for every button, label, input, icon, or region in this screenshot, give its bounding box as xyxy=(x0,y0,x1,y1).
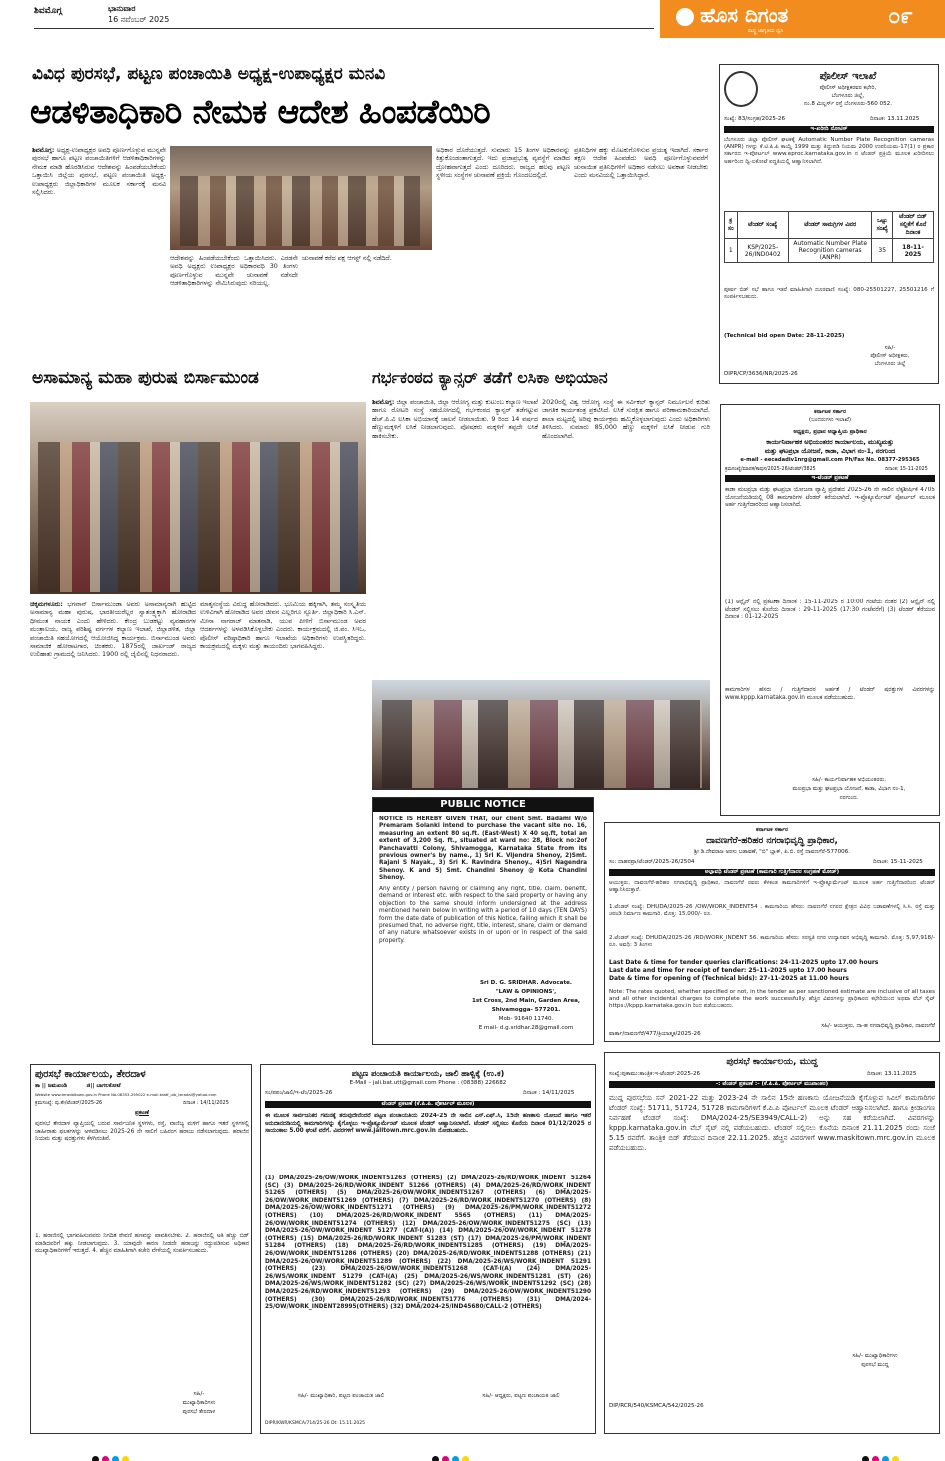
police-dipr: DIPR/CP/3636/NR/2025-26 xyxy=(724,371,798,377)
registration-marks-center xyxy=(432,1448,472,1461)
lead-headline: ಆಡಳಿತಾಧಿಕಾರಿ ನೇಮಕ ಆದೇಶ ಹಿಂಪಡೆಯಿರಿ xyxy=(30,92,491,131)
mudhol-sign2: ಪುರಸಭೆ ಮುದ್ದ xyxy=(861,1362,889,1368)
dot-icon xyxy=(892,1456,899,1461)
police-emblem-icon xyxy=(724,71,758,107)
jali-title: ಪಟ್ಟಣ ಪಂಚಾಯತಿ ಕಾರ್ಯಾಲಯ, ಜಾಲಿ ಹಾಳ್ವಿಕ್ಕೆ (ಉ.ಕ) xyxy=(351,1069,505,1078)
mudhol-sign1: ಸಹಿ/- ಮುಖ್ಯಾಧಿಕಾರಿಗಳು xyxy=(852,1353,898,1359)
davanagere-dates: Last Date & time for tender queries clarifications: 24-11-2025 upto 17.00 hours Last date and time for receipt of tender: 25-11-2025 upto 17.00 hours Date & time for opening of (Technical bids): 27-11-2025 at 11.00 hours xyxy=(609,959,879,982)
police-th-1: ಟೆಂಡರ್ ಸಂಖ್ಯೆ xyxy=(737,212,788,239)
police-body2: ಪೂರ್ವ ಬಿಡ್ ಸಭೆ ಹಾಗೂ ಇತರೆ ಮಾಹಿತಿಗಾಗಿ ದೂರವಾಣಿ ಸಂಖ್ಯೆ: 080-25501227, 25501216 ಗೆ ಸಂಪರ್ಕಿಸಬಹುದು. xyxy=(724,287,934,301)
kada-email: e-mail - eecadadiv1nrg@gmail.com Ph/Fax No. 08377-295365 xyxy=(740,457,920,463)
teradal-title: ಪುರಸಭೆ ಕಾರ್ಯಾಲಯ, ತೇರದಾಳ xyxy=(35,1069,146,1080)
mudhol-ref: ಸಂಖ್ಯೆ:ಪುಕಾಮು:ತಾಂತ್ರಿಕ:ಇ-ಟೆಂಡರ್:2025-26 xyxy=(609,1071,701,1077)
jali-list: (1) DMA/2025-26/OW/WORK_INDENT51263 (OTHERS) (2) DMA/2025-26/RD/WORK_INDENT 51264 (SC) (3) DMA/2025-26/RD/WORK_INDENT 51266 (OTHERS) (4) DMA/2025-26/RD/WORK_INDENT 51265 (OTHERS) (5) DMA/2025-26/OW/WORK_INDENT51267 (OTHERS) (6) DMA/2025-26/OW/WORK_INDENT51269 (OTHERS) (7) DMA/2025-26/RD/WORK_INDENT51270 (OTHERS) (8) DMA/2025-26/OW/WORK_INDENT51271 (OTHERS) (9) DMA/2025-26/PM/WORK_INDENT51272 (OTHERS) (10) DMA/2025-26/RD/WORK_INDENT 5565 (OTHERS) (11) DMA/2025-26/OW/WORK_INDENT51274 (OTHERS) (12) DMA/2025-26/OW/WORK_INDENT51275 (SC) (13) DMA/2025-26/OW/WORK_INDENT 51277 (CAT-I(A)) (14) DMA/2025-26/OW/WORK_INDENT 51278 (OTHERS) (15) DMA/2025-26/RD/WORK_INDENT 51283 (ST) (17) DMA/2025-26/PM/WORK_INDENT 51284 (OTHERS) (18) DMA/2025-26/RD/WORK_INDENT51285 (OTHERS) (19) DMA/2025-26/OW/WORK_INDENT51286 (OTHERS) (20) DMA/2025-26/RD/WORK_INDENT51288 (OTHERS) (21) DMA/2025-26/OW/WORK_INDENT51289 (OTHERS) (22) DMA/2025-26/WS/WORK_INDENT 51291 (OTHERS) (23) DMA/2025-26/OW/WORK_INDENT51268 (CAT-I(A) (24) DMA/2025-26/WS/WORK_INDENT 51279 (CAT-I(A) (25) DMA/2025-26/WS/WORK_INDENT51281 (ST) (26) DMA/2025-26/WS/WORK_INDENT51282 (SC) (27) DMA/2025-26/WS/WORK_INDENT51292 (SC) (28) DMA/2025-26/RD/WORK_INDENT51293 (OTHERS) (29) DMA/2025-26/OW/WORK_INDENT51290 (OTHERS) (30) DMA/2025-26/RD/WORK_INDENT51776 (OTHERS) (31) DMA/2024-25/OW/WORK_INDENT28995(OTHERS) (32) DMA/2024-25/IND45680/CALL-2 (OTHERS) xyxy=(265,1175,591,1311)
birsa-photo-people xyxy=(38,442,358,592)
registration-marks-left xyxy=(92,1448,132,1461)
public-notice-sign5: Mob- 91640 11740. xyxy=(498,1016,554,1022)
cancer-column-2 xyxy=(542,398,710,672)
public-notice-sign2: "LAW & OPINIONS', xyxy=(495,989,557,995)
davanagere-note: Note: The rates quoted, whether specified or not, in the tender as per sanctioned estimate are inclusive of all taxes and all other incidental charges to complete the work successfully. ಹೆಚ್ಚಿನ ವಿವರಗಳನ್ನು ಪ್ರಾಧಿಕಾರದ ಕಛೇರಿಯಿಂದ ಅಥವಾ ವೆಬ್ ಸೈಟ್ https://kppp.karnataka.gov.in ರಿಂದ ಪಡೆಯಬಹುದು. xyxy=(609,989,935,1010)
police-sign2: ಪೊಲೀಸ್ ಅಧೀಕ್ಷಕರು, xyxy=(870,353,910,359)
police-table xyxy=(724,211,934,263)
police-th-2: ಟೆಂಡರ್ ಸಾಮಗ್ರಿಗಳ ವಿವರ xyxy=(788,212,872,239)
public-notice-sign3: 1st Cross, 2nd Main, Garden Area, xyxy=(471,998,581,1004)
header-rule xyxy=(34,28,654,29)
police-td-2: Automatic Number Plate Recognition cameras (ANPR) xyxy=(788,239,872,263)
police-notice-title: ಇ-ಖರೀದಿ ನೋಟಿಸ್ xyxy=(724,126,934,133)
public-notice-body2: Any entity / person having or claiming any right, title, claim, benefit, demand or interest etc. with respect to the said property or having any objection to the same should inform undersigned at the address mentioned herein below in writing with a period of 10 days (TEN DAYS) form the date date of publication of this Notice, failing which it shall be presumed that, no adverse right, title, interest, share, claim or demand of any nature whatsoever exists in or upon or in respect of the said property. xyxy=(379,886,587,944)
cancer-dateline: ಶಿವಮೊಗ್ಗ: xyxy=(372,398,395,406)
public-notice xyxy=(372,797,594,1045)
teradal-date: ದಿನಾಂಕ : 14/11/2025 xyxy=(183,1100,229,1106)
teradal-bar: ಪ್ರಕಟಣೆ xyxy=(134,1110,150,1116)
table-row xyxy=(725,239,934,263)
kada-sign2: ಮಲಪ್ರಭಾ ಮತ್ತು ಘಟಪ್ರಭಾ ಯೋಜನೆ, ಕಾಡಾ, ವಿಭಾಗ ನಂ-1, xyxy=(792,786,906,792)
lead-photo xyxy=(170,146,432,250)
kada-sign3: ನರಗುಂದ. xyxy=(839,795,859,801)
police-td-3: 35 xyxy=(872,239,893,263)
lead-photo-caption xyxy=(302,254,432,348)
dot-icon xyxy=(102,1456,109,1461)
page-header xyxy=(0,0,945,44)
birsa-photo xyxy=(30,402,366,594)
mudhol-bar: -: ಟೆಂಡರ್ ಪ್ರಕಟಣೆ :- (ಕೆ.ಪಿ.ಪಿ. ಪೋರ್ಟಲ್ ಮುಖಾಂತರ) xyxy=(609,1081,935,1088)
birsa-body-1: ಭಗವಾನ್ ಬಿರ್ಸಾಮುಂಡಾ ಅವರು ಅಸಾಮಾನ್ಯರಾಗಿ ಹುಟ್ಟಿದ ಅಸಾಮಾನ್ಯ ಮಹಾ ಪುರುಷ, ಭಾರತೀಯರೆಲ್ಲರ ಸ್ವಾತಂತ್ರ್ಯಕ್ಕಾಗಿ ಹೋರಾಡಿದ ಧೀಮಂತ ನಾಯಕ ಎಂದು ಹೇಳಿದರು. ಕೇಂದ್ರ ಬುಡಕಟ್ಟು ವ್ಯವಹಾರಗಳ ಮಂತ್ರಾಲಯ, ರಾಜ್ಯ ಪರಿಶಿಷ್ಟ ವರ್ಗಗಳ ಕಲ್ಯಾಣ ಇಲಾಖೆ, ಜಿಲ್ಲಾಡಳಿತ, ಜಿಲ್ಲಾ ಪಂಚಾಯಿತಿ ಸಹಯೋಗದಲ್ಲಿ ಆಯೋಜಿಸಿದ್ದ ಕಾರ್ಯಕ್ರಮ. ಬಿರ್ಸಾಮುಂಡ ಅವರು ಸಾಮಾಜಿಕ ಹೋರಾಟಗಾರ, ಚಿಂತಕರು. 1875ರಲ್ಲಿ ಜಾರ್ಖಂಡ್ ರಾಜ್ಯದ ಉಲಿಹಾತು ಗ್ರಾಮದಲ್ಲಿ ಜನಿಸಿದರು. 1900 ರಲ್ಲಿ ಜೈಲಿನಲ್ಲಿ ನಿಧನರಾದರು. xyxy=(30,600,196,659)
davanagere-ref: ಸಂ: ದಾಹನಪ್ರಾ/ಟೆಂಡರ್/2025-26/2504 xyxy=(609,859,695,865)
jali-dipr: DIPR/KWR/KSMCA/714/25-26 Dt: 15.11.2025 xyxy=(265,1421,366,1426)
police-sign1: ಸಹಿ/- xyxy=(884,345,896,351)
lead-body-1: ಅಧ್ಯಕ್ಷ-ಉಪಾಧ್ಯಕ್ಷರ ಅವಧಿ ಪೂರ್ಣಗೊಳ್ಳುವ ಮುನ್ನವೇ ಪುರಸಭೆ ಹಾಗೂ ಪಟ್ಟಣ ಪಂಚಾಯಿತಿಗಳಿಗೆ ಆಡಳಿತಾಧಿಕಾರಿಗಳನ್ನು ನೇಮಕ ಮಾಡಿ ಹೊರಡಿಸಿರುವ ಆದೇಶವನ್ನು ಹಿಂಪಡೆಯಬೇಕೆಂದು ಒತ್ತಾಯಿಸಿ ಜಿಲ್ಲೆಯ ಪುರಸಭೆ, ಪಟ್ಟಣ ಪಂಚಾಯಿತಿ ಅಧ್ಯಕ್ಷ-ಉಪಾಧ್ಯಕ್ಷರು ಜಿಲ್ಲಾಧಿಕಾರಿಗಳ ಮೂಲಕ ಸರ್ಕಾರಕ್ಕೆ ಮನವಿ ಸಲ್ಲಿಸಿದರು. xyxy=(32,146,166,197)
lead-body-4: ಪ್ರತಿನಿಧಿಗಳ ಹಕ್ಕು ಮೊಟಕುಗೊಳಿಸುವ ಪ್ರಯತ್ನ ಇದಾಗಿದೆ. ಸರ್ಕಾರ ತಕ್ಷಣ ಆದೇಶ ಹಿಂಪಡೆದು ಅವಧಿ ಪೂರ್ಣಗೊಳ್ಳುವವರೆಗೆ ಚುನಾಯಿತ ಪ್ರತಿನಿಧಿಗಳಿಗೆ ಅಧಿಕಾರ ನಡೆಸಲು ಅವಕಾಶ ನೀಡಬೇಕು ಎಂದು ಮನವಿಯಲ್ಲಿ ಒತ್ತಾಯಿಸಿದ್ದಾರೆ. xyxy=(574,146,708,180)
dot-icon xyxy=(462,1456,469,1461)
police-bid-date: (Technical bid open Date: 28-11-2025) xyxy=(724,333,845,339)
davanagere-bar: ಅಲ್ಪಾವಧಿ ಟೆಂಡರ್ ಪ್ರಕಟಣೆ (ಕಾಮಗಾರಿ ಗುತ್ತಿಗೆದಾರರ ಸಂಗ್ರಹಣೆ ಮೋಡ್) xyxy=(609,869,935,876)
mudhol-tender xyxy=(604,1052,940,1434)
jali-date: ದಿನಾಂಕ : 14/11/2025 xyxy=(523,1090,575,1096)
public-notice-sign6: E mail- d.g.sridhar.28@gmail.com xyxy=(478,1025,574,1031)
lead-dateline: ಶಿವಮೊಗ್ಗ: xyxy=(32,146,55,154)
mudhol-title: ಪುರಸಭೆ ಕಾರ್ಯಾಲಯ, ಮುದ್ದ xyxy=(726,1057,818,1067)
police-td-4: 18-11-2025 xyxy=(892,239,933,263)
birsa-headline: ಅಸಾಮಾನ್ಯ ಮಹಾ ಪುರುಷ ಬಿರ್ಸಾಮುಂಡ xyxy=(32,368,259,388)
police-title: ಪೊಲೀಸ್ ಇಲಾಖೆ xyxy=(819,71,877,82)
davanagere-office: ದಾವಣಗೆರೆ-ಹರಿಹರ ನಗರಾಭಿವೃದ್ಧಿ ಪ್ರಾಧಿಕಾರ, xyxy=(706,836,838,846)
kada-office3: ಮತ್ತು ಘಟಪ್ರಭಾ ಯೋಜನೆ, ಕಾಡಾ, ವಿಭಾಗ ನಂ-1, ನರಗುಂದ xyxy=(764,447,896,455)
public-notice-sign1: Sri D. G. SRIDHAR. Advocate. xyxy=(479,980,573,986)
lead-caption-text: ಚುನಾವಣೆ ಕರೆದ ಪಕ್ಷ ಆಗಸ್ಟ್ ನಲ್ಲಿ ನಡೆದಿದೆ. xyxy=(302,254,392,262)
birsa-body-2: ಮಾತೃಸಂಸ್ಥೆಯ ವಿರುದ್ಧ ಹೋರಾಡಿದರು. ಭೂಮಿಯ ಹಕ್ಕಿಗಾಗಿ, ತಮ್ಮ ಸಂಸ್ಕೃತಿಯ ಉಳಿವಿಗಾಗಿ ಹೋರಾಡಿದ ಅವರ ಜೀವನ ಎಲ್ಲರಿಗೂ ಸ್ಫೂರ್ತಿ. ಜಿಲ್ಲಾಧಿಕಾರಿ ಸಿ.ಎನ್. ಮೀನಾ ನಾಗರಾಜ್ ಮಾತನಾಡಿ, ಯುವ ಪೀಳಿಗೆ ಬಿರ್ಸಾಮುಂಡ ಅವರ ಆದರ್ಶಗಳನ್ನು ಅಳವಡಿಸಿಕೊಳ್ಳಬೇಕು ಎಂದರು. ಕಾರ್ಯಕ್ರಮದಲ್ಲಿ ಜಿ.ಪಂ. ಸಿಇಒ, ಪೊಲೀಸ್ ವರಿಷ್ಠಾಧಿಕಾರಿ ಹಾಗೂ ಇಲಾಖೆಯ ಅಧಿಕಾರಿಗಳು ಉಪಸ್ಥಿತರಿದ್ದರು. ಕಾಯಕ್ರಮದಲ್ಲಿ ಮಕ್ಕಳು ಮತ್ತು ತಾಯಂದಿರು ಭಾಗವಹಿಸಿದ್ದರು. xyxy=(200,600,366,651)
masthead-logo-icon xyxy=(676,8,694,26)
police-sub2: ಬೆಂಗಳೂರು ಜಿಲ್ಲೆ, xyxy=(831,93,865,99)
kada-bar: ಇ-ಟೆಂಡರ್ ಪ್ರಕಟಣೆ xyxy=(725,475,935,482)
public-notice-body: NOTICE IS HEREBY GIVEN THAT, our client Smt. Badami W/o Premaram Solanki intend to purchase the vacant site no. 16, measuring an extent 80 sq.ft. (East-West) X 40 sq.ft, total an extent of 3,200 Sq. ft., situated at ward no: 28, Block no:2of Panchavatti Colony, Shivamogga, Karnataka State from its previous owner's by name., 1) Sri K. Vijendra Shenoy, 2)Smt. Rajani S Nayak., 3) Sri K. Ravindra Shenoy., 4)Sri Nagendra Shenoy. K and 5) Smt. Chandini Shenoy @ Kota Chandini Shenoy. xyxy=(379,816,587,882)
teradal-sign1: ಸಹಿ/- xyxy=(193,1391,205,1397)
kada-body: ಕಾಡಾ ಮಲಪ್ರಭಾ ಮತ್ತು ಘಟಪ್ರಭಾ ಯೋಜನಾ ವ್ಯಾಪ್ತಿ ಪ್ರದೇಶದ 2025-26 ನೇ ಸಾಲಿನ ಲೆಕ್ಕಶೀರ್ಷಿಕೆ 4705 ಯೋಜನೆಯಡಿಯಲ್ಲಿ 08 ಕಾಮಗಾರಿಗಳ ಟೆಂಡರ್ ಕರೆಯಲಾಗಿದೆ. ಇ-ಪ್ರೊಕ್ಯೂರ್ಮೆಂಟ್ ಪೋರ್ಟಲ್ ಮೂಲಕ ಅರ್ಹ ಗುತ್ತಿಗೆದಾರರಿಂದ ಆಹ್ವಾನಿಸಲಾಗಿದೆ. xyxy=(725,487,935,509)
cancer-photo-people xyxy=(382,700,702,788)
davanagere-body: ಆಯುಕ್ತರು, ದಾವಣಗೆರೆ-ಹರಿಹರ ನಗರಾಭಿವೃದ್ಧಿ ಪ್ರಾಧಿಕಾರ, ದಾವಣಗೆರೆ ರವರು ಕೆಳಕಂಡ ಕಾಮಗಾರಿಗಳಿಗೆ ಇ-ಪ್ರೊಕ್ಯೂರ್ಮೆಂಟ್ ಮೂಲಕ ಅರ್ಹ ಗುತ್ತಿಗೆದಾರರಿಂದ ಟೆಂಡರ್ ಆಹ್ವಾನಿಸಿರುತ್ತಾರೆ. xyxy=(609,880,935,894)
lead-column-2 xyxy=(170,254,298,348)
dot-icon xyxy=(862,1456,869,1461)
dot-icon xyxy=(882,1456,889,1461)
kada-body2: (1) ಆನ್ಲೈನ್ ನಲ್ಲಿ ಪ್ರಕಟಣಾ ದಿನಾಂಕ : 15-11-2025 ರ 10:00 ಗಂಟೆಯ ನಂತರ (2) ಆನ್ಲೈನ್ ನಲ್ಲಿ ಟೆಂಡರ್ ಸಲ್ಲಿಸಲು ಕೊನೆಯ ದಿನಾಂಕ : 29-11-2025 (17:30 ಗಂಟೆವರೆಗೆ) (3) ಟೆಂಡರ್ ತೆರೆಯುವ ದಿನಾಂಕ : 01-12-2025 xyxy=(725,599,935,621)
lead-body-3: ಅಧಿಕಾರ ದೊರೆಯುತ್ತದೆ. ಸುಮಾರು 15 ತಿಂಗಳ ಅಧಿಕಾರವನ್ನು ಕಿತ್ತುಕೊಂಡಂತಾಗುತ್ತದೆ. ಇದು ಪ್ರಜಾಪ್ರಭುತ್ವ ವ್ಯವಸ್ಥೆಗೆ ಮಾಡಿದ ದ್ರೋಹವಾಗುತ್ತದೆ ಎಂದು ದೂರಿದರು. ರಾಜ್ಯದ ಹಲವು ಪಟ್ಟಣ ಸ್ಥಳೀಯ ಸಂಸ್ಥೆಗಳ ಚುನಾವಣೆ ಪ್ರಕ್ರಿಯೆ ಗೊಂದಲದಲ್ಲಿದೆ. xyxy=(436,146,570,180)
davanagere-addr: ಶ್ರೀ ಡಿ.ದೇವರಾಜ ಅರಸು ಬಡಾವಣೆ, "ಬಿ" ಬ್ಲಾಕ್, ಪಿ.ಬಿ. ರಸ್ತೆ ದಾವಣಗೆರೆ-577006. xyxy=(693,849,851,855)
davanagere-tender xyxy=(604,822,940,1042)
birsa-dateline: ಚಿಕ್ಕಮಗಳೂರು: xyxy=(30,600,63,608)
police-date: ದಿನಾಂಕ: 13.11.2025 xyxy=(870,116,920,122)
jali-tender xyxy=(260,1064,596,1434)
police-td-1: KSP/2025-26/IND0402 xyxy=(737,239,788,263)
teradal-ref: ಕ್ರಮಸಂಖ್ಯೆ: ಪು.ತೇ/ಟೆಂಡರ್/2025-26 xyxy=(35,1100,103,1106)
lead-column-3 xyxy=(436,146,570,348)
police-th-4: ಟೆಂಡರ್ ಬಿಡ್ ಸಲ್ಲಿಕೆಗೆ ಕೊನೆ ದಿನಾಂಕ xyxy=(892,212,933,239)
davanagere-item2: 2.ಟೆಂಡರ್ ಸಂಖ್ಯೆ: DHUDA/2025-26 /RD/WORK_INDENT 56. ಕಾಮಗಾರಿಯ ಹೆಸರು: ಸರಸ್ವತಿ ನಗರ ಉದ್ಯಾನವನ ಅಭಿವೃದ್ಧಿ ಕಾಮಗಾರಿ. ಮೊತ್ತ: 5,97,918/- ರೂ. ಅವಧಿ: 3 ತಿಂಗಳು xyxy=(609,935,935,949)
masthead xyxy=(660,0,945,38)
jali-sign-right: ಸಹಿ/- ಆಧ್ಯಕ್ಷರು, ಪಟ್ಟಣ ಪಂಚಾಯತ ಜಾಲಿ xyxy=(482,1393,560,1399)
police-table-head xyxy=(725,212,934,239)
registration-marks-right xyxy=(862,1448,902,1461)
police-body: ಬೆಂಗಳೂರು ಜಿಲ್ಲಾ ಪೊಲೀಸ್ ಘಟಕಕ್ಕೆ Automatic Number Plate Recognition cameras (ANPR) ಗಳನ್ನು ಕೆ.ಟಿ.ಪಿ.ಪಿ ಕಾಯ್ದೆ 1999 ಮತ್ತು ತಿದ್ದುಪಡಿ ನಿಯಮ 2000 ಉಪನಿಯಮ-17(1) ರ ಪ್ರಕಾರ ಸರ್ಕಾರದ ಇ-ಪೋರ್ಟಲ್ www.eproc.karnataka.gov.in ನ ಟೆಂಡರ್ ಪ್ರಕ್ರಿಯೆ ಮೂಲಕ ಖರೀದಿಸಲು ಅರ್ಹರಿಂದ ದ್ವಿ-ಲಕೋಟೆ ಪದ್ಧತಿಯಲ್ಲಿ ಆಹ್ವಾನಿಸಲಾಗಿದೆ. xyxy=(724,137,934,165)
teradal-sign3: ಪುರಸಭೆ ತೇರದಾಳ xyxy=(182,1409,216,1415)
cancer-body-2: 2020ರಲ್ಲಿ ವಿಶ್ವ ಆರೋಗ್ಯ ಸಂಸ್ಥೆ ಈ ಸರ್ವಿಕಲ್ ಕ್ಯಾನ್ಸರ್ ನಿರ್ಮೂಲನೆ ಕುರಿತು ಜಾಗತಿಕ ಕಾರ್ಯತಂತ್ರ ಪ್ರಕಟಿಸಿದೆ. ಲಸಿಕೆ ಸುರಕ್ಷಿತ ಹಾಗೂ ಪರಿಣಾಮಕಾರಿಯಾಗಿದೆ. ಶಾಲಾ ಮಟ್ಟದಲ್ಲಿ ಅರಿವು ಕಾರ್ಯಕ್ರಮ ಹಮ್ಮಿಕೊಳ್ಳಲಾಗುವುದು ಎಂದು ಅಧಿಕಾರಿಗಳು ತಿಳಿಸಿದರು. ಸುಮಾರು 85,000 ಹೆಣ್ಣು ಮಕ್ಕಳಿಗೆ ಲಸಿಕೆ ನೀಡುವ ಗುರಿ ಹೊಂದಲಾಗಿದೆ. xyxy=(542,398,710,440)
teradal-sub: ತಾ || ಜಮಖಂಡಿ ಜಿ|| ಬಾಗಲಕೋಟೆ xyxy=(35,1083,121,1089)
day-label: ಭಾನುವಾರ xyxy=(108,4,136,13)
kada-tender xyxy=(720,404,940,816)
lead-photo-people xyxy=(180,176,420,246)
lead-column-1 xyxy=(32,146,166,348)
kada-ref: ಕ್ರಮಸಂಖ್ಯೆ/ಮಾಪಕ/ಕಾಪುಸ/2025-26/ಟೆಂಡರ್/3825 xyxy=(725,467,816,472)
cancer-body-1: ಜಿಲ್ಲಾ ಪಂಚಾಯಿತಿ, ಜಿಲ್ಲಾ ಆರೋಗ್ಯ ಮತ್ತು ಕುಟುಂಬ ಕಲ್ಯಾಣ ಇಲಾಖೆ ಹಾಗೂ ರೋಟರಿ ಸಂಸ್ಥೆ ಸಹಯೋಗದಲ್ಲಿ ಗರ್ಭಕಂಠದ ಕ್ಯಾನ್ಸರ್ ತಡೆಗಟ್ಟುವ ಹೆಚ್.ಪಿ.ವಿ ಲಸಿಕಾ ಅಭಿಯಾನಕ್ಕೆ ಚಾಲನೆ ನೀಡಲಾಯಿತು. 9 ರಿಂದ 14 ವರ್ಷದ ಹೆಣ್ಣುಮಕ್ಕಳಿಗೆ ಲಸಿಕೆ ನೀಡಲಾಗುವುದು. ಪೋಷಕರು ಮಕ್ಕಳಿಗೆ ತಪ್ಪದೇ ಲಸಿಕೆ ಹಾಕಿಸಬೇಕು. xyxy=(372,398,538,440)
cancer-headline: ಗರ್ಭಕಂಠದ ಕ್ಯಾನ್ಸರ್ ತಡೆಗೆ ಲಸಿಕಾ ಅಭಿಯಾನ xyxy=(372,368,608,387)
davanagere-dipr: ವಾರ್ತಾ/ದಾವಣಗೆರೆ/477/ಕ್ರಿಯಾತ್ಮಕ/2025-26 xyxy=(609,1031,701,1037)
kada-date: ದಿನಾಂಕ: 15-11-2025 xyxy=(885,467,928,472)
police-sub1: ಪೊಲೀಸ್ ಅಧೀಕ್ಷಕರವರ ಕಛೇರಿ, xyxy=(819,85,877,91)
jali-sign-left: ಸಹಿ/- ಮುಖ್ಯಾಧಿಕಾರಿ, ಪಟ್ಟಣ ಪಂಚಾಯತ ಜಾಲಿ xyxy=(297,1393,385,1399)
lead-column-4 xyxy=(574,146,708,348)
davanagere-sign: ಸಹಿ/- ಆಯುಕ್ತರು, ದಾ-ಹ ನಗರಾಭಿವೃದ್ಧಿ ಪ್ರಾಧಿಕಾರ, ದಾವಣಗೆರೆ xyxy=(821,1023,935,1029)
police-th-0: ಕ್ರ ಸಂ xyxy=(725,212,738,239)
kada-sub: (ಬಂದರುಗಳು ಇಲಾಖೆ) xyxy=(808,417,852,423)
cancer-column-1 xyxy=(372,398,538,672)
dot-icon xyxy=(872,1456,879,1461)
teradal-notice xyxy=(30,1064,252,1434)
mudhol-date: ದಿನಾಂಕ: 13.11.2025 xyxy=(867,1071,917,1077)
police-th-3: ಒಟ್ಟು ಸಂಖ್ಯೆ xyxy=(872,212,893,239)
dot-icon xyxy=(432,1456,439,1461)
davanagere-gov: ಕರ್ನಾಟಕ ಸರ್ಕಾರ xyxy=(756,827,788,833)
dot-icon xyxy=(452,1456,459,1461)
district-label: ಶಿವಮೊಗ್ಗ xyxy=(34,6,62,16)
kada-office1: ಅಧ್ಯಕ್ಷರು, ಪ್ರಧಾನ ಅಧ್ಯಾಪ್ತಿಯ ಪ್ರಾಧಿಕಾರ xyxy=(793,429,867,435)
dot-icon xyxy=(122,1456,129,1461)
dot-icon xyxy=(442,1456,449,1461)
date-label: 16 ನವೆಂಬರ್ 2025 xyxy=(108,15,170,24)
kada-gov: ಕರ್ನಾಟಕ ಸರ್ಕಾರ xyxy=(814,409,846,415)
police-td-0: 1 xyxy=(725,239,738,263)
dot-icon xyxy=(92,1456,99,1461)
masthead-tagline: ರಾಷ್ಟ್ರ ಜಾಗೃತಿಯ ಧ್ವನಿ xyxy=(748,28,784,34)
kada-body3: ಕಾಮಗಾರಿಗಳ ಹೆಸರು / ಗುತ್ತಿಗೆದಾರರ ಅರ್ಹತೆ / ಟೆಂಡರ್ ಷರತ್ತುಗಳ ವಿವರಗಳನ್ನು www.kppp.karnataka.gov.in ಮೂಲಕ ಪಡೆಯಬಹುದು. xyxy=(725,687,935,701)
davanagere-date: ದಿನಾಂಕ: 15-11-2025 xyxy=(873,859,923,865)
police-address: ನಂ.8 ಮಿಲ್ಲರ್ಸ್ ರಸ್ತೆ ಬೆಂಗಳೂರು-560 052. xyxy=(803,101,893,107)
jali-contact: E-Mail – jali.bat.utt@gmail.com Phone : (08388) 226682 xyxy=(349,1080,507,1086)
lead-kicker: ವಿವಿಧ ಪುರಸಭೆ, ಪಟ್ಟಣ ಪಂಚಾಯಿತಿ ಅಧ್ಯಕ್ಷ-ಉಪಾಧ್ಯಕ್ಷರ ಮನವಿ xyxy=(32,64,386,84)
public-notice-title: PUBLIC NOTICE xyxy=(373,798,593,812)
mudhol-body: ಮುದ್ದ ಪುರಸಭೆಯ ಸನ್ 2021-22 ಮತ್ತು 2023-24 ನೇ ಸಾಲಿನ 15ನೇ ಹಣಕಾಸು ಯೋಜನೆಯಡಿ ಕೈಗೊಳ್ಳುವ ಸಿವಿಲ್ ಕಾಮಗಾರಿಗಳ ಟೆಂಡರ್ ಸಂಖ್ಯೆ: 51711, 51724, 51728 ಕಾಮಗಾರಿಗಳಿಗೆ ಕೆ.ಪಿ.ಪಿ ಪೋರ್ಟಲ್ ಮೂಲಕ ಟೆಂಡರ್ ಆಹ್ವಾನಿಸಲಾಗಿದೆ. ಹಾಗೂ ಕ್ರೀಡಾಂಗಣ ನಿರ್ವಹಣೆ ಟೆಂಡರ್ ಸಂಖ್ಯೆ: DMA/2024-25/SE3949/CALL-2) ಅನ್ನು ಸಹ ಕರೆಯಲಾಗಿದೆ. ವಿವರಗಳನ್ನು kppp.karnataka.gov.in ವೆಬ್ ಸೈಟ್ ನಲ್ಲಿ ಪಡೆಯಬಹುದು. ಟೆಂಡರ್ ಸಲ್ಲಿಸಲು ಕೊನೆಯ ದಿನಾಂಕ 21.11.2025 ರಂದು ಸಂಜೆ 5.15 ರವರೆಗೆ. ತಾಂತ್ರಿಕ ಬಿಡ್ ತೆರೆಯುವ ದಿನಾಂಕ 22.11.2025. ಹೆಚ್ಚಿನ ವಿವರಗಳಿಗೆ www.maskitown.mrc.gov.in ಮೂಲಕ ಪಡೆಯಬಹುದು. xyxy=(609,1094,935,1152)
teradal-body: ಪುರಸಭೆ ತೇರದಾಳ ವ್ಯಾಪ್ತಿಯಲ್ಲಿ ಬರುವ ಸಾರ್ವಜನಿಕ ಸ್ಥಳಗಳು, ರಸ್ತೆ, ವಾಣಿಜ್ಯ ಮಳಿಗೆ ಹಾಗೂ ಇತರೆ ಸ್ಥಳಗಳಲ್ಲಿ ಜಾಹೀರಾತು ಫಲಕಗಳನ್ನು ಅಳವಡಿಸಲು 2025-26 ನೇ ಸಾಲಿಗೆ ಬಹಿರಂಗ ಹರಾಜು ನಡೆಸಲಾಗುವುದು. ಹರಾಜಿನ ನಿಯಮ ಮತ್ತು ಷರತ್ತುಗಳು ಕೆಳಗಿನಂತಿವೆ. xyxy=(35,1121,249,1143)
lead-body-2: ಆದೇಶವನ್ನು ಹಿಂಪಡೆಯಬೇಕೆಂದು ಒತ್ತಾಯಿಸಿದರು. ಎರಡನೇ ಅವಧಿ ಅಧ್ಯಕ್ಷರು ಉಪಾಧ್ಯಕ್ಷರ ಅಧಿಕಾರವಧಿ 30 ತಿಂಗಳು ಪೂರ್ಣಗೊಳ್ಳುವ ಮುನ್ನವೇ ಚುನಾವಣೆ ನಡೆಸದೇ ಆಡಳಿತಾಧಿಕಾರಿಗಳನ್ನು ನೇಮಿಸಿರುವುದು ಸರಿಯಲ್ಲ. xyxy=(170,254,298,288)
cancer-photo xyxy=(372,680,710,790)
police-ref: ಸಂಖ್ಯೆ: 83/ಸಂಗ್ರಹ/2025-26 xyxy=(724,116,786,122)
teradal-sign2: ಮುಖ್ಯಾಧಿಕಾರಿಗಳು xyxy=(182,1400,216,1406)
kada-office2: ಕಾರ್ಯನಿರ್ವಾಹಕ ಅಭಿಯಂತರರ ಕಾರ್ಯಾಲಯ, ಮುಖ್ಯಮತ್ತು xyxy=(766,438,894,446)
jali-body: ಈ ಮೂಲಕ ಸಾರ್ವಜನಿಕರ ಗಮನಕ್ಕೆ ತರುವುದೇನೆಂದರೆ ಪಟ್ಟಣ ಪಂಚಾಯತಿಯ 2024-25 ನೇ ಸಾಲಿನ ಎಸ್.ಎಫ್.ಸಿ, 15ನೇ ಹಣಕಾಸು ಯೋಜನೆ ಹಾಗೂ ಇತರೆ ಅನುದಾನದಡಿಯಲ್ಲಿ ಕಾಮಗಾರಿಗಳನ್ನು ಕೈಗೊಳ್ಳಲು ಇ-ಪ್ರೊಕ್ಯೂರ್ಮೆಂಟ್ ಮೂಲಕ ಟೆಂಡರ್ ಆಹ್ವಾನಿಸಲಾಗಿದೆ. ಟೆಂಡರ್ ಸಲ್ಲಿಸಲು ಕೊನೆಯ ದಿನಾಂಕ 01/12/2025 ರ ಸಾಯಂಕಾಲ 5.00 ಘಂಟೆ ವರೆಗೆ. ವಿವರಗಳಿಗೆ www.jalitown.mrc.gov.in ನೋಡಬಹುದು. xyxy=(265,1113,591,1135)
kada-sign1: ಸಹಿ/- ಕಾರ್ಯನಿರ್ವಾಹಕ ಅಭಿಯಂತರರು, xyxy=(812,777,886,783)
birsa-column-2 xyxy=(200,600,366,1038)
page-number: ೦೯ xyxy=(888,4,913,29)
public-notice-sign4: Shivamogga- 577201. xyxy=(491,1007,561,1013)
masthead-title: ಹೊಸ ದಿಗಂತ xyxy=(700,3,789,27)
teradal-web: Website www.teradaltown.gov.in Phone No.08353-295022 e-mail.tdatf_ulb_teradal@yahoo.com xyxy=(35,1092,217,1097)
birsa-column-1 xyxy=(30,600,196,1038)
jali-bar: ಟೆಂಡರ್ ಪ್ರಕಟಣೆ (ಕೆ.ಪಿ.ಪಿ. ಪೋರ್ಟಲ್ ಮೂಲಕ) xyxy=(265,1101,591,1108)
davanagere-item1: 1.ಟೆಂಡರ್ ಸಂಖ್ಯೆ: DHUDA/2025-26 /OW/WORK_INDENT54 . ಕಾಮಗಾರಿಯ ಹೆಸರು: ದಾವಣಗೆರೆ ನಗರದ ಕ್ಷೇತ್ರದ ವಿವಿಧ ಬಡಾವಣೆಗಳಲ್ಲಿ ಸಿ.ಸಿ. ರಸ್ತೆ ಮತ್ತು ಚರಂಡಿ ನಿರ್ಮಾಣ ಕಾಮಗಾರಿ. ಮೊತ್ತ: 15,000/- ರೂ. xyxy=(609,904,935,918)
mudhol-dipr: DIP/RCR/540/KSMCA/542/2025-26 xyxy=(609,1403,704,1409)
dot-icon xyxy=(112,1456,119,1461)
teradal-rules: 1. ಹರಾಜಿನಲ್ಲಿ ಭಾಗವಹಿಸುವವರು ನಿಗದಿತ ಠೇವಣಿ ಹಣವನ್ನು ಪಾವತಿಸಬೇಕು. 2. ಹರಾಜಿನಲ್ಲಿ ಅತಿ ಹೆಚ್ಚು ಬಿಡ್ ಮಾಡಿದವರಿಗೆ ಹಕ್ಕು ನೀಡಲಾಗುವುದು. 3. ಯಾವುದೇ ಕಾರಣ ನೀಡದೇ ಹರಾಜನ್ನು ರದ್ದುಪಡಿಸುವ ಅಧಿಕಾರ ಮುಖ್ಯಾಧಿಕಾರಿಗಳಿಗೆ ಇರುತ್ತದೆ. 4. ಹೆಚ್ಚಿನ ಮಾಹಿತಿಗಾಗಿ ಕಚೇರಿ ವೇಳೆಯಲ್ಲಿ ಸಂಪರ್ಕಿಸಬಹುದು. xyxy=(35,1233,249,1255)
jali-ref: ಸಂ/ಪಪಂ/ಜಾಲಿ/ಇ-ಟೆಂ/2025-26 xyxy=(265,1090,333,1096)
police-sign3: ಬೆಂಗಳೂರು ಜಿಲ್ಲೆ xyxy=(874,361,906,367)
police-notice xyxy=(719,64,939,384)
